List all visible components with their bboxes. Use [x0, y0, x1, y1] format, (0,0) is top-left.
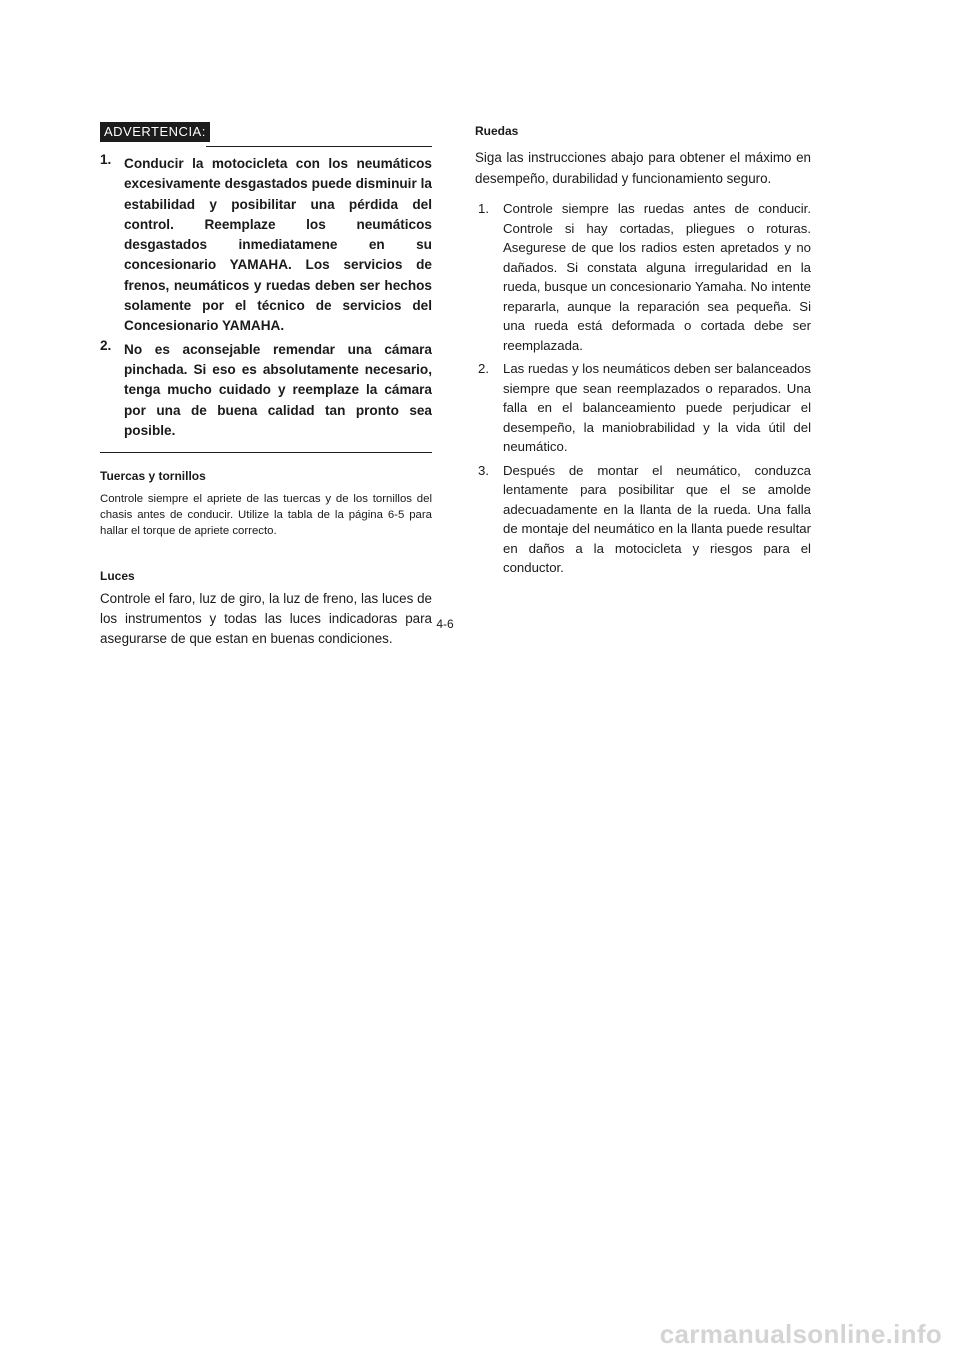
- ruedas-item-number: 1.: [478, 201, 489, 216]
- warning-rule-bottom: [100, 452, 432, 453]
- ruedas-item-number: 2.: [478, 361, 489, 376]
- warning-item-text: Conducir la motocicleta con los neumáticos excesivamente desgastados puede disminuir la estabilidad y posibilitar una pérdida del control. Reemplaze los neumáticos desgastados inmediatamene en su concesionario YAMAHA. Los servicios de frenos, neumáticos y ruedas deben ser hechos solamente por el técnico de servicios del Concesionario YAMAHA.: [124, 156, 432, 334]
- watermark-text: carmanualsonline.info: [659, 1319, 942, 1349]
- warning-item-text: No es aconsejable remendar una cámara pinchada. Si eso es absolutamente necesario, tenga mucho cuidado y reemplaze la cámara por una de buena calidad tan pronto sea posible.: [124, 341, 432, 438]
- luces-title: Luces: [100, 569, 135, 584]
- ruedas-item-number: 3.: [478, 462, 489, 478]
- ruedas-item-text: Controle siempre las ruedas antes de conducir. Controle si hay cortadas, pliegues o roturas. Asegurese de que los radios esten apretados y no dañados. Si constata alguna irregularidad en la rueda, busque un concesionario Yamaha. No intente repararla, aunque la reparación sea pequeña. Si una rueda está deformada o cortada debe ser reemplazada.: [503, 201, 811, 353]
- left-column: [100, 118, 432, 649]
- ruedas-item-text: Las ruedas y los neumáticos deben ser balanceados siempre que sean reemplazados o reparados. Una falla en el balanceamiento puede perjudicar el desempeño, la maniobrabilidad y la vida útil del neumático.: [503, 361, 811, 454]
- warning-item: [100, 154, 432, 337]
- warning-header: [100, 118, 432, 144]
- ruedas-item: [475, 359, 811, 457]
- tuercas-title: Tuercas y tornillos: [100, 469, 206, 484]
- warning-list: [100, 154, 432, 441]
- warning-rule-top: [206, 146, 432, 147]
- ruedas-title: Ruedas: [475, 124, 519, 138]
- ruedas-item: [475, 199, 811, 355]
- page-number: 4-6: [436, 617, 454, 631]
- luces-text: Controle el faro, luz de giro, la luz de freno, las luces de los instrumentos y todas las luces indicadoras para asegurarse de que estan en buenas condiciones.: [100, 591, 432, 647]
- warning-badge: ADVERTENCIA:: [100, 122, 210, 142]
- warning-item: [100, 337, 432, 441]
- warning-item-number: 2.: [100, 337, 112, 353]
- ruedas-list: [475, 199, 811, 578]
- ruedas-item-text: Después de montar el neumático, conduzca lentamente para posibilitar que el se amolde adecuadamente en la llanta de la rueda. Una falla de montaje del neumático en la llanta puede resultar en daños a la motocicleta y riesgos para el conductor.: [503, 462, 811, 575]
- warning-item-number: 1.: [100, 152, 112, 167]
- right-column: [475, 118, 811, 582]
- ruedas-intro: Siga las instrucciones abajo para obtener el máximo en desempeño, durabilidad y funcionamiento seguro.: [475, 150, 811, 186]
- ruedas-item: [475, 461, 811, 578]
- tuercas-text: Controle siempre el apriete de las tuercas y de los tornillos del chasis antes de conducir. Utilize la tabla de la página 6-5 para hallar el torque de apriete correcto.: [100, 493, 432, 538]
